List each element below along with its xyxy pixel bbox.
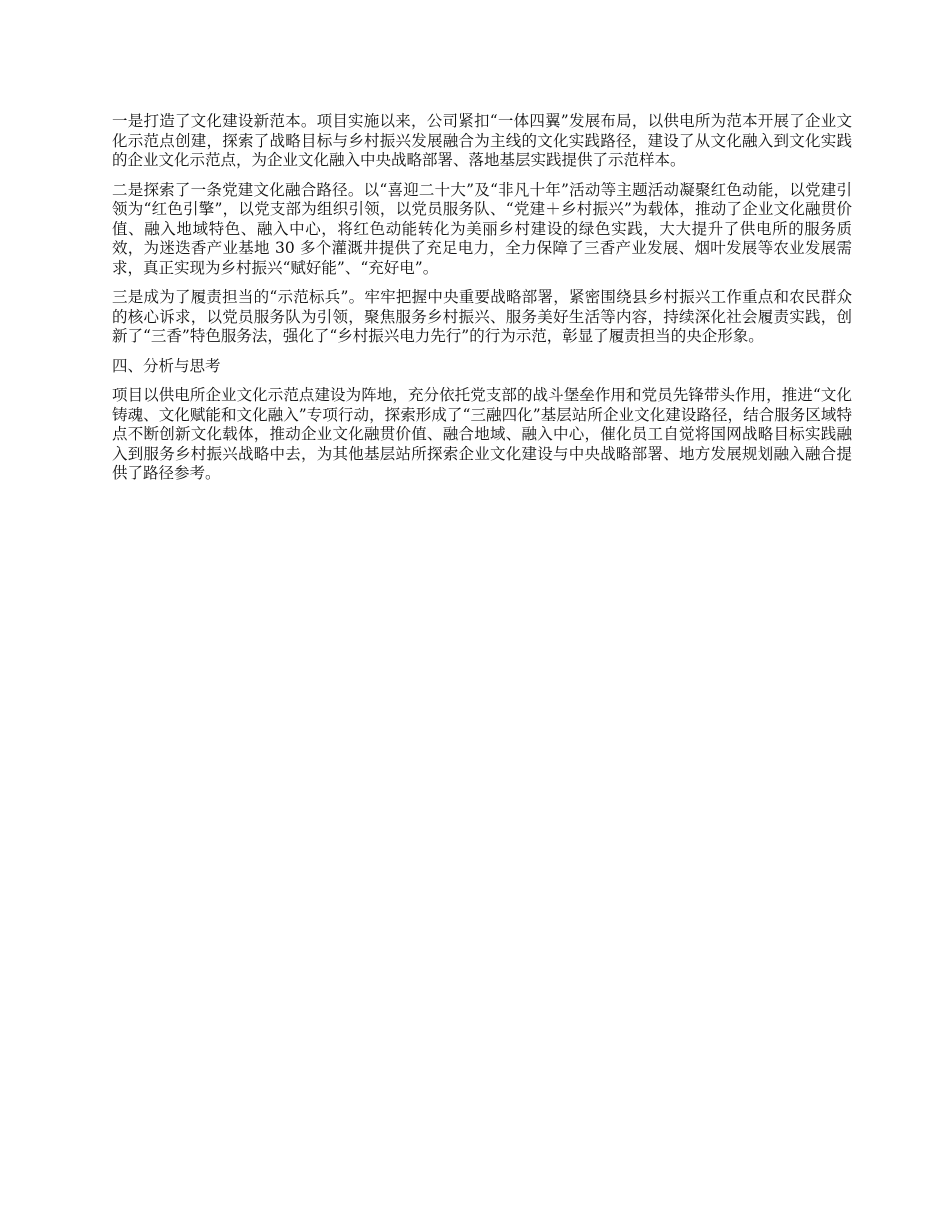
paragraph-achievement-one: 一是打造了文化建设新范本。项目实施以来，公司紧扣“一体四翼”发展布局，以供电所为范本开展了企业文化示范点创建，探索了战略目标与乡村振兴发展融合为主线的文化实践路径，建设了从文化融入到文化实践的企业文化示范点，为企业文化融入中央战略部署、落地基层实践提供了示范样本。	[112, 112, 852, 169]
paragraph-analysis: 项目以供电所企业文化示范点建设为阵地，充分依托党支部的战斗堡垒作用和党员先锋带头作用，推进“文化铸魂、文化赋能和文化融入”专项行动，探索形成了“三融四化”基层站所企业文化建设路径，结合服务区域特点不断创新文化载体，推动企业文化融贯价值、融合地域、融入中心，催化员工自觉将国网战略目标实践融入到服务乡村振兴战略中去，为其他基层站所探索企业文化建设与中央战略部署、地方发展规划融入融合提供了路径参考。	[112, 386, 852, 482]
document-page	[112, 112, 852, 494]
paragraph-achievement-two: 二是探索了一条党建文化融合路径。以“喜迎二十大”及“非凡十年”活动等主题活动凝聚红色动能，以党建引领为“红色引擎”，以党支部为组织引领，以党员服务队、“党建＋乡村振兴”为载体，推动了企业文化融贯价值、融入地域特色、融入中心，将红色动能转化为美丽乡村建设的绿色实践，大大提升了供电所的服务质效，为迷迭香产业基地 30 多个灌溉井提供了充足电力，全力保障了三香产业发展、烟叶发展等农业发展需求，真正实现为乡村振兴“赋好能”、“充好电”。	[112, 180, 852, 277]
section-heading-analysis: 四、分析与思考	[112, 356, 221, 375]
paragraph-achievement-three: 三是成为了履责担当的“示范标兵”。牢牢把握中央重要战略部署，紧密围绕县乡村振兴工作重点和农民群众的核心诉求，以党员服务队为引领，聚焦服务乡村振兴、服务美好生活等内容，持续深化社会履责实践，创新了“三香”特色服务法，强化了“乡村振兴电力先行”的行为示范，彰显了履责担当的央企形象。	[112, 288, 852, 345]
